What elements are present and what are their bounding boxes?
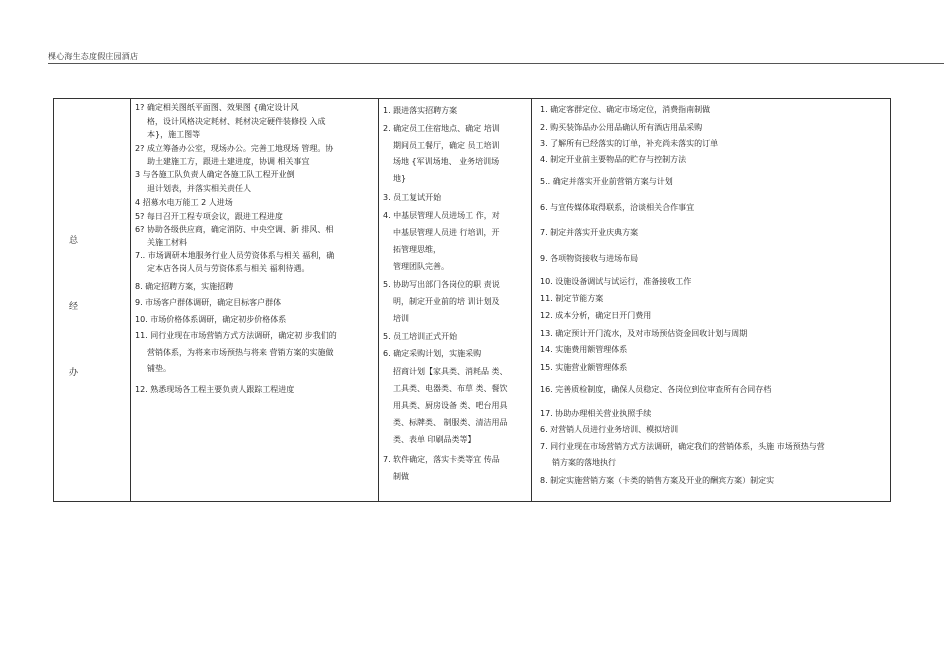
phase-3-line: 销方案的落地执行 (552, 458, 616, 467)
phase-1-line: 12. 熟悉现场各工程主要负责人跟踪工程进度 (135, 385, 295, 394)
dept-label-char-1: 总 (69, 236, 79, 246)
plan-table (53, 98, 891, 502)
phase-1-line: 定本店各岗人员与劳资体系与相关 福利待遇。 (147, 264, 310, 273)
phase-3-line: 9. 各项物资接收与进场布局 (540, 254, 639, 263)
phase-2-line: 3. 员工复试开始 (383, 193, 442, 202)
phase-1-line: 1? 确定相关图纸平面图、效果图 {确定设计风 (135, 103, 299, 112)
phase-2-line: 制做 (393, 472, 409, 481)
phase-3-cell (532, 99, 890, 501)
phase-1-line: 6? 协助各级供应商，确定消防、中央空调、新 排风、相 (135, 225, 334, 234)
department-cell (54, 99, 131, 501)
phase-3-line: 10. 设施设备调试与试运行，准备接收工作 (540, 277, 692, 286)
phase-2-line: 培训 (393, 314, 409, 323)
page-header-title: 棵心海生态度假庄园酒店 (48, 52, 139, 61)
phase-1-line: 9. 市场客户群体调研，确定目标客户群体 (135, 298, 282, 307)
phase-3-line: 2. 购买装饰品办公用品确认所有酒店用品采购 (540, 123, 703, 132)
phase-2-line: 类、表单 印刷品类等】 (393, 435, 476, 444)
phase-3-line: 16. 完善质检制度，确保人员稳定、各岗位到位审查所有合同存档 (540, 385, 772, 394)
phase-2-line: 中基层管理人员进 行培训，开 (393, 228, 500, 237)
phase-1-line: 退计划表，并落实相关责任人 (147, 184, 251, 193)
phase-3-line: 3. 了解所有已经落实的订单，补充尚未落实的订单 (540, 139, 719, 148)
phase-2-line: 用具类、厨房设备 类、吧台用具 (393, 401, 508, 410)
phase-3-line: 11. 制定节能方案 (540, 294, 604, 303)
phase-1-line: 营销体系，为将来市场预热与将来 营销方案的实施做 (147, 348, 334, 357)
phase-2-line: 场地 {军训场地、 业务培训场 (393, 157, 500, 166)
dept-label-char-2: 经 (69, 302, 79, 312)
phase-2-line: 类、标牌类、 制服类、清洁用品 (393, 418, 508, 427)
phase-1-line: 铺垫。 (147, 364, 171, 373)
phase-3-line: 17. 协助办理相关营业执照手续 (540, 409, 652, 418)
phase-3-line: 15. 实施营业额管理体系 (540, 363, 628, 372)
phase-2-cell (379, 99, 532, 501)
phase-2-line: 7. 软件确定，落实卡类等宜 传品 (383, 455, 500, 464)
phase-2-line: 管理团队完善。 (393, 262, 449, 271)
phase-1-line: 本}，施工图等 (147, 130, 201, 139)
phase-1-line: 助土建施工方，跟进土建进度，协调 相关事宜 (147, 157, 310, 166)
phase-1-line: 关施工材料 (147, 238, 187, 247)
phase-3-line: 7. 同行业现在市场营销方式方法调研，确定我们的营销体系，头施 市场预热与营 (540, 442, 825, 451)
phase-2-line: 明，制定开业前的培 训计划及 (393, 297, 500, 306)
phase-3-line: 6. 对营销人员进行业务培训、模拟培训 (540, 425, 679, 434)
phase-2-line: 2. 确定员工住宿地点、确定 培训 (383, 124, 500, 133)
phase-1-cell (131, 99, 379, 501)
phase-2-line: 5. 协助写出部门各岗位的职 责说 (383, 280, 500, 289)
phase-3-line: 7. 制定并落实开业庆典方案 (540, 228, 639, 237)
phase-2-line: 4. 中基层管理人员进场工 作，对 (383, 211, 500, 220)
phase-3-line: 14. 实施费用额管理体系 (540, 345, 628, 354)
phase-1-line: 3 与各施工队负责人确定各施工队工程开业倒 (135, 170, 295, 179)
phase-3-line: 1. 确定客群定位、确定市场定位，消费指南制做 (540, 105, 711, 114)
phase-3-line: 5.. 确定并落实开业前营销方案与计划 (540, 177, 673, 186)
phase-3-line: 8. 制定实施营销方案（卡类的销售方案及开业的酬宾方案）制定实 (540, 476, 775, 485)
phase-1-line: 5? 每日召开工程专项会议，跟进工程进度 (135, 212, 283, 221)
phase-3-line: 4. 制定开业前主要物品的贮存与控制方法 (540, 155, 687, 164)
phase-2-line: 招商计划【家具类、消耗品 类、 (393, 367, 508, 376)
phase-1-line: 11. 同行业现在市场营销方式方法调研，确定初 步我们的 (135, 331, 337, 340)
phase-1-line: 2? 成立筹备办公室，现场办公。完善工地现场 管理。协 (135, 144, 334, 153)
phase-1-line: 10. 市场价格体系调研，确定初步价格体系 (135, 315, 287, 324)
phase-1-line: 4 招募水电万能工 2 人进场 (135, 198, 233, 207)
phase-1-line: 格，设计风格决定耗材、耗材决定硬件装修投 入成 (147, 117, 326, 126)
phase-2-line: 工具类、电器类、布草 类、餐饮 (393, 384, 508, 393)
header-divider (48, 63, 944, 64)
phase-3-line: 12. 成本分析，确定日开门费用 (540, 311, 652, 320)
phase-1-line: 8. 确定招聘方案，实施招聘 (135, 282, 234, 291)
dept-label-char-3: 办 (69, 368, 79, 378)
phase-2-line: 6. 确定采购计划，实施采购 (383, 349, 482, 358)
phase-2-line: 拓管理思维， (393, 245, 441, 254)
phase-3-line: 6. 与宣传媒体取得联系，洽谈相关合作事宜 (540, 203, 695, 212)
phase-1-line: 7.. 市场调研本地服务行业人员劳资体系与相关 福利，确 (135, 251, 335, 260)
phase-2-line: 5. 员工培训正式开始 (383, 332, 458, 341)
phase-3-line: 13. 确定预计开门流水，及对市场预估资金回收计划与周期 (540, 329, 748, 338)
phase-2-line: 期间员工餐厅，确定 员工培训 (393, 141, 500, 150)
phase-2-line: 1. 跟进落实招聘方案 (383, 106, 458, 115)
phase-2-line: 地} (393, 174, 407, 183)
